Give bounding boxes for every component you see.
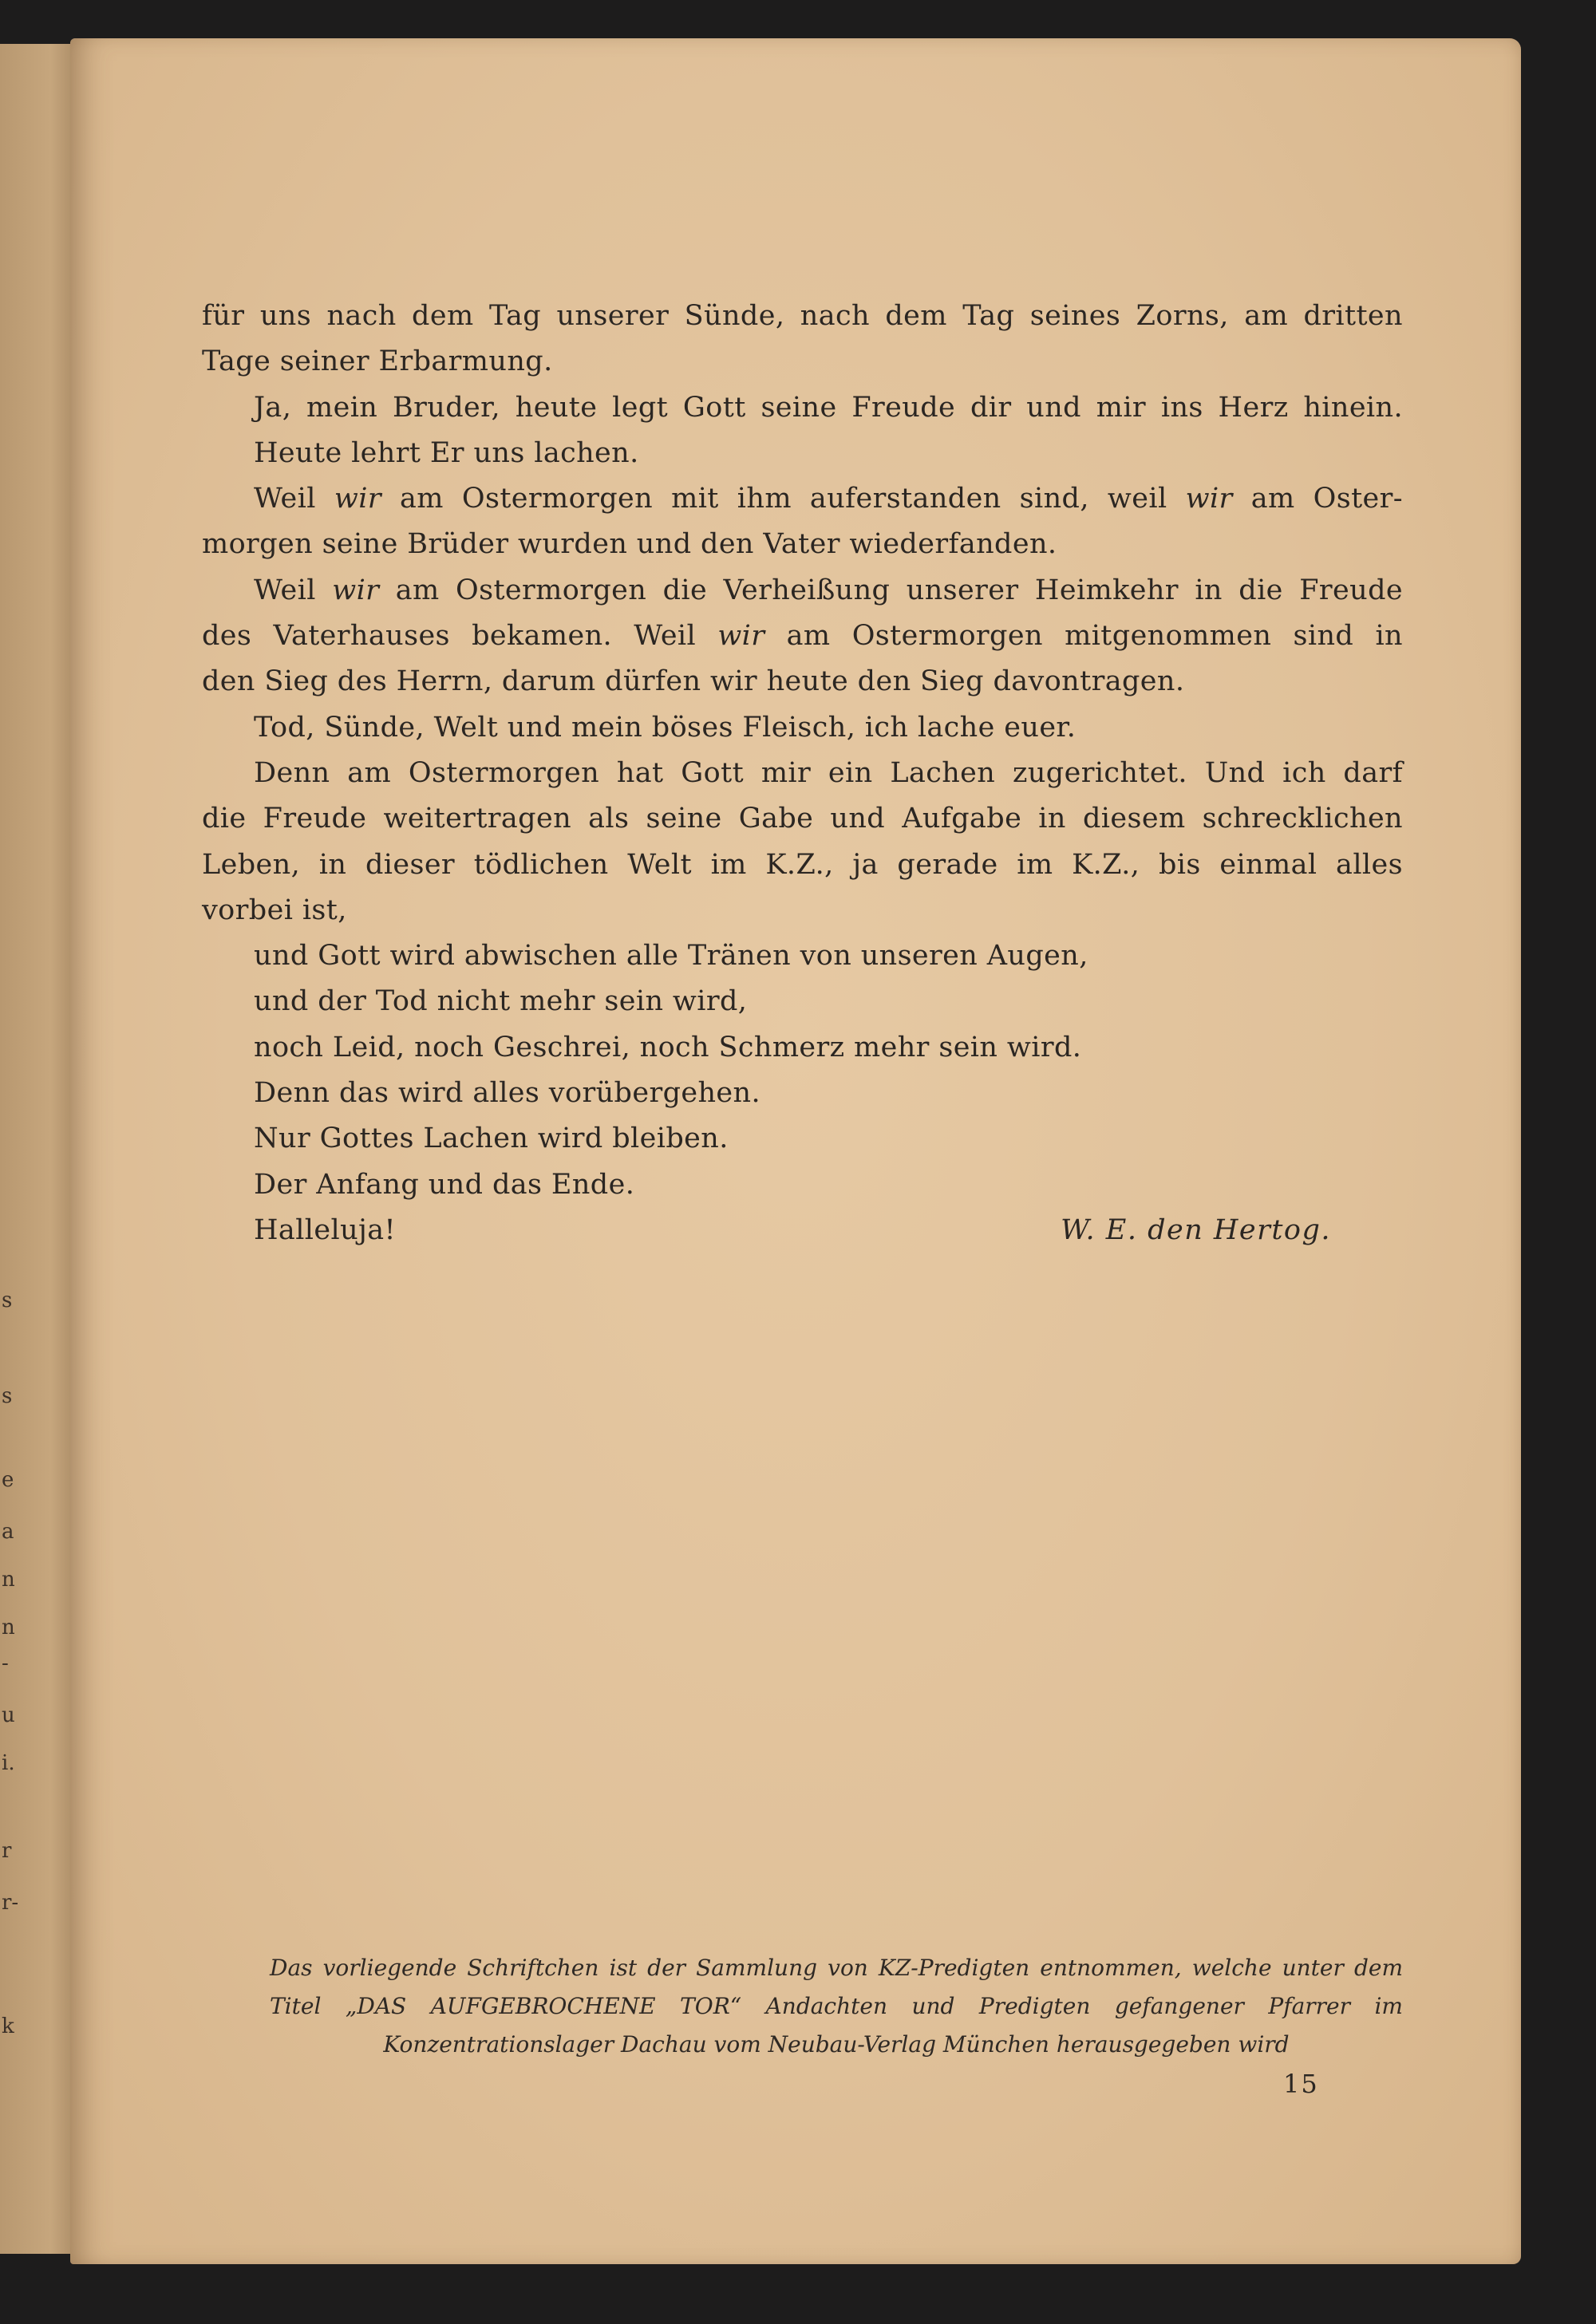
text-line: Tod, Sünde, Welt und mein böses Fleisch, ich lache euer.	[254, 711, 1077, 744]
text-line: Weil wir am Ostermorgen mit ihm auferstanden sind, weil wir am Oster-	[254, 483, 1404, 515]
left-page-edge-letter: s	[2, 1384, 13, 1408]
text-line: Ja, mein Bruder, heute legt Gott seine Freude dir und mir ins Herz hinein.	[254, 391, 1403, 424]
text-line: für uns nach dem Tag unserer Sünde, nach dem Tag seines Zorns, am dritten	[202, 300, 1403, 332]
text-line: den Sieg des Herrn, darum dürfen wir heute den Sieg davontragen.	[202, 665, 1185, 698]
text-line: die Freude weitertragen als seine Gabe und Aufgabe in diesem schrecklichen	[202, 803, 1403, 835]
footnote-line: Das vorliegende Schriftchen ist der Sammlung von KZ-Predigten entnommen, welche unter dem	[270, 1955, 1403, 1981]
left-page-edge-letter: r	[2, 1839, 12, 1863]
text-line: noch Leid, noch Geschrei, noch Schmerz mehr sein wird.	[254, 1031, 1082, 1063]
footnote	[270, 1949, 1403, 2064]
text-line: Nur Gottes Lachen wird bleiben.	[254, 1123, 729, 1155]
page-number: 15	[1283, 2069, 1319, 2099]
closing-row	[202, 1208, 1403, 1253]
text-line: des Vaterhauses bekamen. Weil wir am Ostermorgen mitgenommen sind in	[202, 620, 1403, 653]
text-line: und der Tod nicht mehr sein wird,	[254, 985, 748, 1018]
left-page-edge-letters	[2, 44, 18, 2254]
sermon-text	[202, 294, 1403, 1253]
left-page-edge-letter: n	[2, 1616, 15, 1639]
left-page-edge-letter: e	[2, 1468, 14, 1492]
text-line: Der Anfang und das Ende.	[254, 1168, 635, 1201]
footnote-line: Titel „DAS AUFGEBROCHENE TOR“ Andachten und Predigten gefangener Pfarrer im	[270, 1993, 1403, 2019]
closing-hallelujah: Halleluja!	[254, 1213, 397, 1246]
text-line: Tage seiner Erbarmung.	[202, 345, 553, 378]
text-line: Leben, in dieser tödlichen Welt im K.Z., ja gerade im K.Z., bis einmal alles	[202, 848, 1403, 881]
author-signature: W. E. den Hertog.	[1061, 1213, 1331, 1246]
book-page	[70, 38, 1521, 2264]
text-line: morgen seine Brüder wurden und den Vater wiederfanden.	[202, 528, 1057, 561]
left-page-edge-letter: r-	[2, 1891, 19, 1915]
left-page-edge-letter: s	[2, 1288, 13, 1312]
left-page-edge-letter: i.	[2, 1751, 15, 1775]
left-page-edge-letter: n	[2, 1568, 15, 1592]
text-line: Heute lehrt Er uns lachen.	[254, 436, 639, 469]
text-line: vorbei ist,	[202, 894, 347, 926]
text-line: Weil wir am Ostermorgen die Verheißung unserer Heimkehr in die Freude	[254, 574, 1403, 606]
footnote-line: Konzentrationslager Dachau vom Neubau-Verlag München herausgegeben wird	[383, 2031, 1290, 2058]
left-page-edge-letter: k	[2, 2014, 14, 2038]
text-line: Denn am Ostermorgen hat Gott mir ein Lachen zugerichtet. Und ich darf	[254, 756, 1403, 789]
left-page-edge-letter: u	[2, 1703, 15, 1727]
text-line: und Gott wird abwischen alle Tränen von unseren Augen,	[254, 940, 1088, 973]
left-page-edge-letter: a	[2, 1520, 14, 1544]
left-page-edge-letter: -	[2, 1651, 9, 1675]
text-line: Denn das wird alles vorübergehen.	[254, 1077, 761, 1110]
